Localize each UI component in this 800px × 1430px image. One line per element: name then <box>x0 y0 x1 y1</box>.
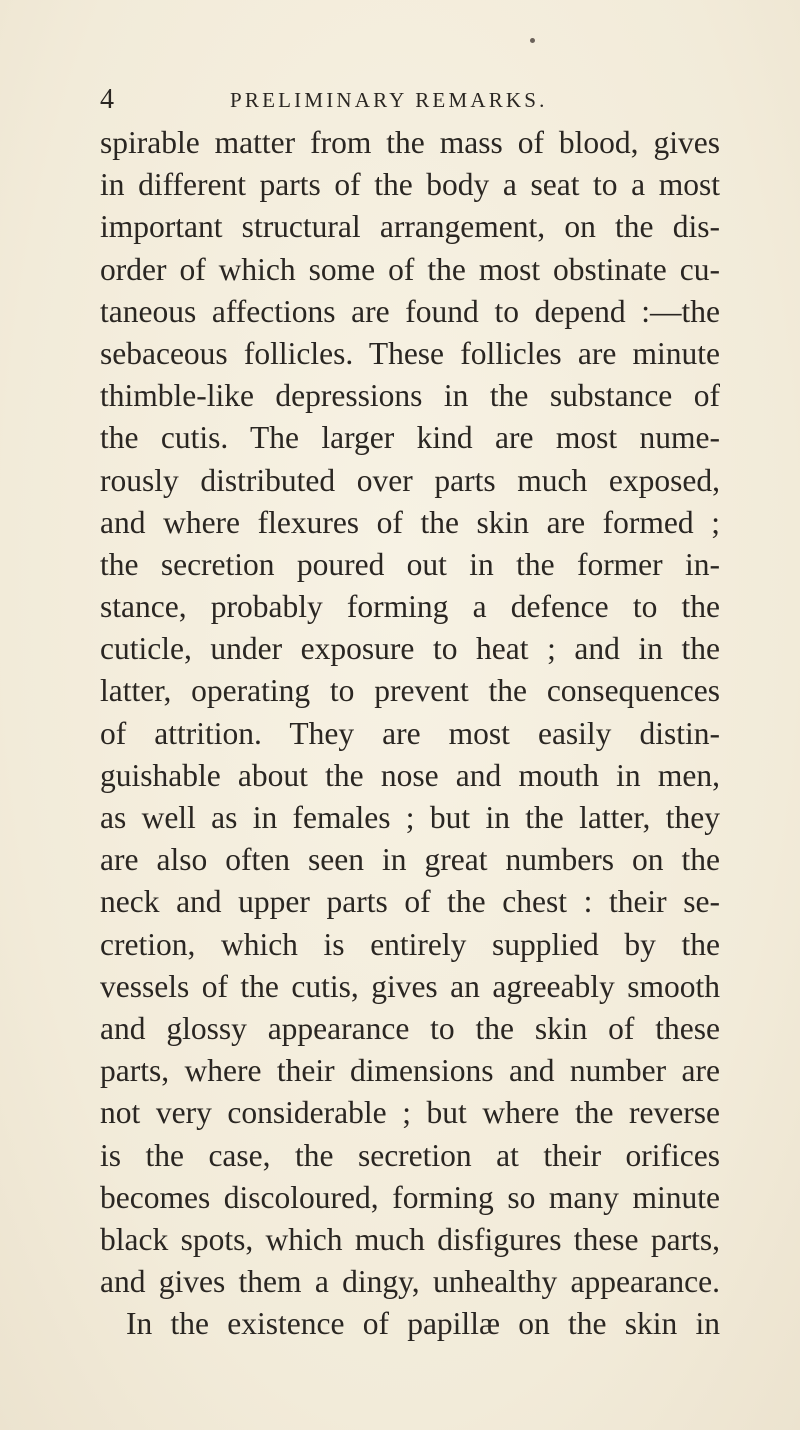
text-line: are also often seen in great numbers on the <box>100 842 720 878</box>
text-line-paragraph-start: In the existence of papillæ on the skin in <box>126 1306 720 1342</box>
text-line: sebaceous follicles. These follicles are minute <box>100 335 720 371</box>
text-line: and gives them a dingy, unhealthy appearance. <box>100 1264 720 1300</box>
body-text <box>100 122 720 1345</box>
text-line: neck and upper parts of the chest : their se- <box>100 884 720 920</box>
text-line: in different parts of the body a seat to a most <box>100 167 720 203</box>
text-line: guishable about the nose and mouth in men, <box>100 757 720 793</box>
text-line: as well as in females ; but in the latter, they <box>100 800 720 835</box>
text-line: of attrition. They are most easily distin- <box>100 715 720 751</box>
text-line: cretion, which is entirely supplied by the <box>100 926 720 962</box>
text-line: spirable matter from the mass of blood, gives <box>100 125 720 160</box>
text-line: and glossy appearance to the skin of these <box>100 1010 720 1046</box>
text-line: rously distributed over parts much exposed, <box>100 462 720 498</box>
text-line: cuticle, under exposure to heat ; and in the <box>100 631 720 667</box>
text-line: latter, operating to prevent the consequences <box>100 673 720 709</box>
text-line: and where flexures of the skin are formed ; <box>100 504 720 540</box>
text-line: important structural arrangement, on the dis- <box>100 209 720 245</box>
text-line: parts, where their dimensions and number are <box>100 1053 720 1089</box>
text-line: taneous affections are found to depend :—the <box>100 293 720 329</box>
text-line: vessels of the cutis, gives an agreeably smooth <box>100 968 720 1004</box>
page-header <box>100 82 720 118</box>
running-head: PRELIMINARY REMARKS. <box>230 88 548 112</box>
text-line: order of which some of the most obstinate cu- <box>100 251 720 287</box>
text-line: is the case, the secretion at their orifices <box>100 1137 720 1173</box>
paper-speck <box>530 38 535 43</box>
text-line: not very considerable ; but where the reverse <box>100 1095 720 1131</box>
page-number: 4 <box>100 84 114 115</box>
text-line: stance, probably forming a defence to the <box>100 589 720 625</box>
text-line: thimble-like depressions in the substance of <box>100 378 720 414</box>
text-line: the secretion poured out in the former in- <box>100 546 720 582</box>
text-line: becomes discoloured, forming so many minute <box>100 1179 720 1215</box>
text-line: black spots, which much disfigures these parts, <box>100 1221 720 1257</box>
text-line: the cutis. The larger kind are most nume- <box>100 420 720 456</box>
